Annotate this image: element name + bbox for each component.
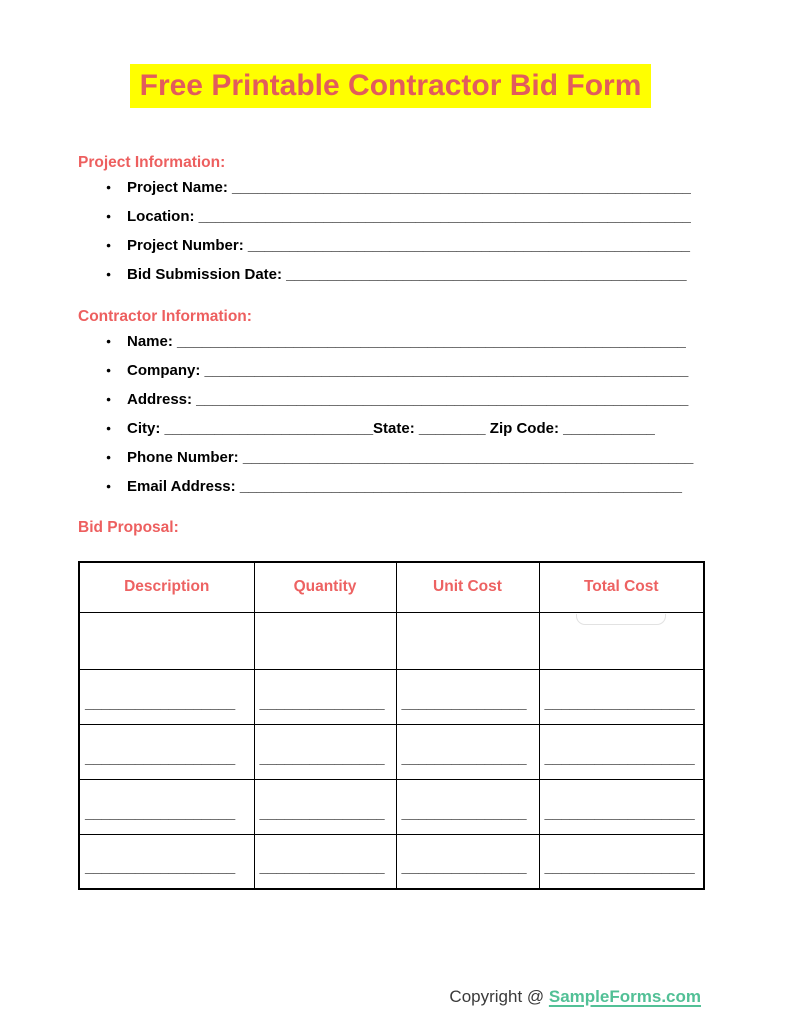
table-cell: __________________ xyxy=(539,724,704,779)
section-heading-bid-proposal: Bid Proposal: xyxy=(78,519,179,536)
column-header-description: Description xyxy=(79,562,254,612)
section-heading-project-information: Project Information: xyxy=(78,154,226,171)
table-row xyxy=(79,779,704,834)
field-location: ● Location: ___________________________________________________________ xyxy=(106,202,703,231)
field-address: ● Address: ___________________________________________________________ xyxy=(106,385,703,414)
table-row xyxy=(79,724,704,779)
field-city-state-zip: ● City: _________________________State: ________ Zip Code: ___________ xyxy=(106,414,703,443)
table-cell xyxy=(254,612,396,669)
table-cell: _______________ xyxy=(396,834,539,889)
table-cell: _______________ xyxy=(254,779,396,834)
table-cell xyxy=(396,612,539,669)
table-cell: __________________ xyxy=(539,669,704,724)
table-cell: _______________ xyxy=(396,724,539,779)
title-row xyxy=(78,0,703,108)
column-header-unit-cost: Unit Cost xyxy=(396,562,539,612)
table-cell xyxy=(79,612,254,669)
table-cell: _______________ xyxy=(396,669,539,724)
field-phone-number: ● Phone Number: ______________________________________________________ xyxy=(106,443,703,472)
field-bid-submission-date: ● Bid Submission Date: ________________________________________________ xyxy=(106,260,703,289)
table-row xyxy=(79,834,704,889)
table-cell: _______________ xyxy=(396,779,539,834)
page-title: Free Printable Contractor Bid Form xyxy=(130,64,652,108)
sampleforms-link[interactable]: SampleForms.com xyxy=(548,987,701,1006)
table-row xyxy=(79,669,704,724)
table-cell: __________________ xyxy=(79,779,254,834)
copyright-text: Copyright @ xyxy=(449,987,549,1006)
project-info-list xyxy=(78,173,703,289)
table-cell: __________________ xyxy=(79,669,254,724)
field-company: ● Company: __________________________________________________________ xyxy=(106,356,703,385)
table-cell: __________________ xyxy=(79,724,254,779)
table-cell: _______________ xyxy=(254,834,396,889)
section-heading-contractor-information: Contractor Information: xyxy=(78,308,252,325)
tooltip-artifact xyxy=(576,614,666,625)
bid-proposal-table xyxy=(78,561,705,890)
table-cell: _______________ xyxy=(254,724,396,779)
table-header-row xyxy=(79,562,704,612)
table-cell: __________________ xyxy=(539,834,704,889)
field-name: ● Name: _____________________________________________________________ xyxy=(106,327,703,356)
field-project-number: ● Project Number: _____________________________________________________ xyxy=(106,231,703,260)
column-header-total-cost: Total Cost xyxy=(539,562,704,612)
field-project-name: ● Project Name: _______________________________________________________ xyxy=(106,173,703,202)
footer xyxy=(449,987,701,1007)
table-cell: __________________ xyxy=(539,779,704,834)
table-cell: __________________ xyxy=(79,834,254,889)
contractor-info-list xyxy=(78,327,703,501)
column-header-quantity: Quantity xyxy=(254,562,396,612)
table-cell: _______________ xyxy=(254,669,396,724)
field-email-address: ● Email Address: _____________________________________________________ xyxy=(106,472,703,501)
